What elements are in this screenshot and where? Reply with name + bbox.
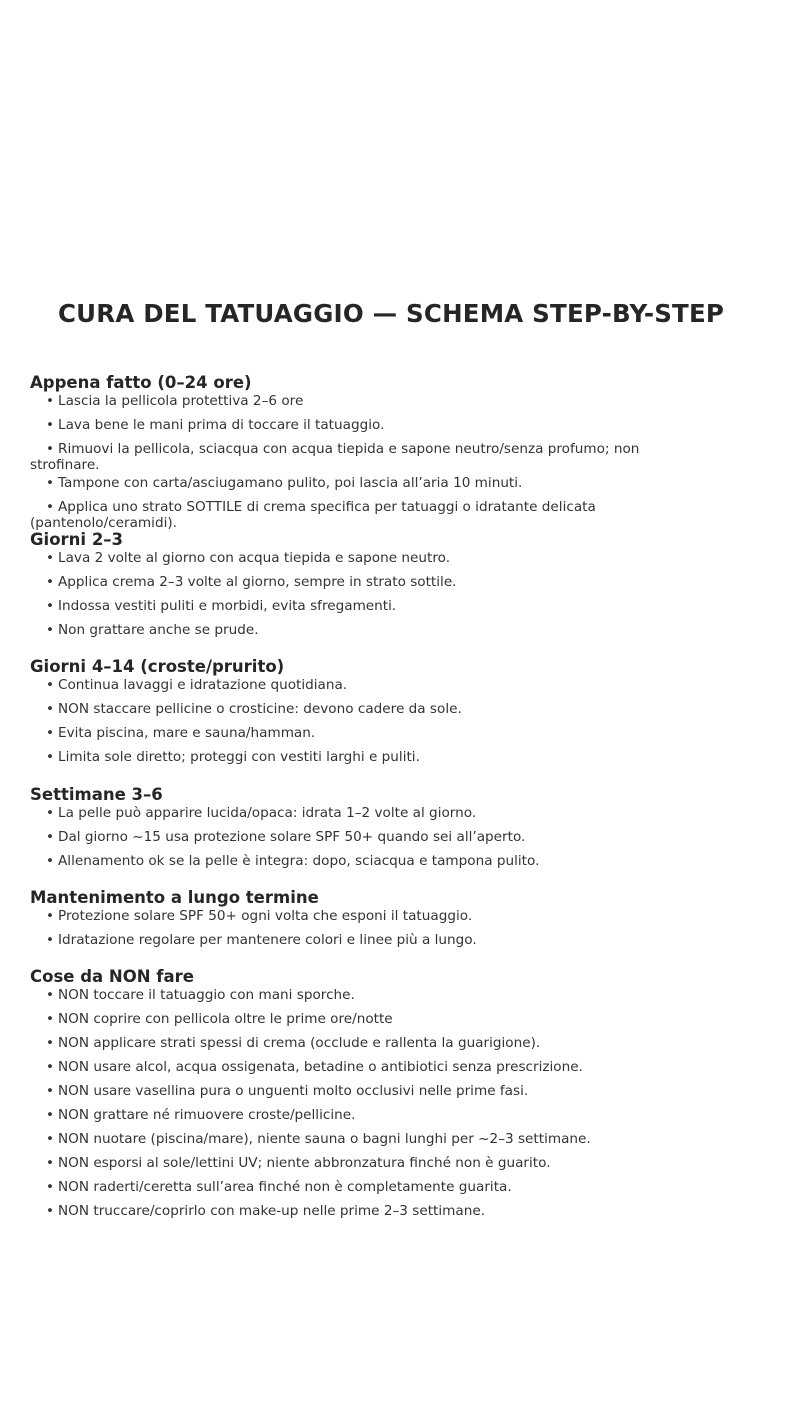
list-item-text: NON esporsi al sole/lettini UV; niente abbronzatura finché non è guarito. [58, 1155, 551, 1171]
list-item-text: Lava bene le mani prima di toccare il tatuaggio. [58, 417, 385, 433]
bullet-list [30, 550, 770, 638]
bullet-icon: • [46, 598, 55, 614]
list-item [30, 1179, 770, 1195]
list-item [30, 829, 770, 845]
bullet-icon: • [46, 749, 55, 765]
bullet-icon: • [46, 1083, 55, 1099]
list-item-text: NON toccare il tatuaggio con mani sporche. [58, 987, 355, 1003]
section-heading: Giorni 2–3 [30, 530, 124, 549]
section-settimane-3-6 [30, 785, 770, 869]
list-item-text: Limita sole diretto; proteggi con vestiti larghi e puliti. [58, 749, 420, 765]
bullet-icon: • [46, 417, 55, 433]
bullet-list [30, 987, 770, 1219]
list-item-text: Indossa vestiti puliti e morbidi, evita sfregamenti. [58, 598, 397, 614]
list-item [30, 574, 770, 590]
bullet-list [30, 393, 770, 531]
section-mantenimento [30, 888, 770, 948]
list-item [30, 393, 770, 409]
list-item [30, 622, 770, 638]
list-item-text: Non grattare anche se prude. [58, 622, 259, 638]
list-item-text: Lascia la pellicola protettiva 2–6 ore [58, 393, 304, 409]
list-item [30, 932, 770, 948]
bullet-icon: • [46, 725, 55, 741]
bullet-list [30, 805, 770, 869]
list-item [30, 1011, 770, 1027]
bullet-icon: • [46, 701, 55, 717]
list-item-text: NON raderti/ceretta sull’area finché non è completamente guarita. [58, 1179, 512, 1195]
bullet-list [30, 908, 770, 948]
list-item-text: NON staccare pellicine o crosticine: devono cadere da sole. [58, 701, 462, 717]
section-heading: Settimane 3–6 [30, 785, 163, 804]
list-item [30, 749, 770, 765]
bullet-icon: • [46, 829, 55, 845]
list-item-text: Rimuovi la pellicola, sciacqua con acqua tiepida e sapone neutro/senza profumo; non strofinare. [30, 441, 640, 473]
section-heading: Cose da NON fare [30, 967, 194, 986]
section-heading: Giorni 4–14 (croste/prurito) [30, 657, 285, 676]
list-item [30, 725, 770, 741]
bullet-icon: • [46, 932, 55, 948]
bullet-icon: • [46, 1059, 55, 1075]
list-item-text: NON applicare strati spessi di crema (occlude e rallenta la guarigione). [58, 1035, 541, 1051]
bullet-icon: • [46, 499, 55, 515]
list-item-text: Protezione solare SPF 50+ ogni volta che esponi il tatuaggio. [58, 908, 473, 924]
list-item [30, 1131, 770, 1147]
bullet-icon: • [46, 1011, 55, 1027]
bullet-icon: • [46, 393, 55, 409]
bullet-icon: • [46, 677, 55, 693]
list-item [30, 677, 770, 693]
bullet-icon: • [46, 1155, 55, 1171]
list-item-text: Applica crema 2–3 volte al giorno, sempre in strato sottile. [58, 574, 457, 590]
list-item-text: NON usare alcol, acqua ossigenata, betadine o antibiotici senza prescrizione. [58, 1059, 583, 1075]
list-item [30, 475, 770, 491]
bullet-icon: • [46, 1035, 55, 1051]
bullet-icon: • [46, 987, 55, 1003]
list-item [30, 1059, 770, 1075]
list-item-text: Evita piscina, mare e sauna/hamman. [58, 725, 316, 741]
bullet-icon: • [46, 805, 55, 821]
section-appena-fatto [30, 373, 770, 531]
list-item-text: Continua lavaggi e idratazione quotidiana. [58, 677, 348, 693]
section-giorni-2-3 [30, 530, 770, 638]
bullet-icon: • [46, 550, 55, 566]
list-item [30, 1155, 770, 1171]
page-title: CURA DEL TATUAGGIO — SCHEMA STEP-BY-STEP [58, 299, 725, 328]
list-item-text: Allenamento ok se la pelle è integra: dopo, sciacqua e tampona pulito. [58, 853, 540, 869]
list-item [30, 1203, 770, 1219]
section-giorni-4-14 [30, 657, 770, 765]
list-item-text: NON usare vasellina pura o unguenti molto occlusivi nelle prime fasi. [58, 1083, 529, 1099]
bullet-icon: • [46, 1107, 55, 1123]
list-item-text: Applica uno strato SOTTILE di crema specifica per tatuaggi o idratante delicata (pantenolo/ceramidi). [30, 499, 596, 531]
list-item-text: NON grattare né rimuovere croste/pellicine. [58, 1107, 356, 1123]
bullet-icon: • [46, 574, 55, 590]
list-item [30, 1083, 770, 1099]
section-heading: Mantenimento a lungo termine [30, 888, 319, 907]
bullet-icon: • [46, 908, 55, 924]
list-item-text: NON nuotare (piscina/mare), niente sauna o bagni lunghi per ~2–3 settimane. [58, 1131, 591, 1147]
list-item-text: La pelle può apparire lucida/opaca: idrata 1–2 volte al giorno. [58, 805, 477, 821]
list-item [30, 805, 770, 821]
bullet-icon: • [46, 1179, 55, 1195]
bullet-icon: • [46, 1131, 55, 1147]
list-item [30, 417, 770, 433]
list-item [30, 499, 710, 531]
list-item [30, 1107, 770, 1123]
list-item-text: Tampone con carta/asciugamano pulito, poi lascia all’aria 10 minuti. [58, 475, 523, 491]
list-item [30, 550, 770, 566]
bullet-list [30, 677, 770, 765]
list-item [30, 1035, 770, 1051]
list-item-text: NON coprire con pellicola oltre le prime ore/notte [58, 1011, 393, 1027]
section-cose-da-non-fare [30, 967, 770, 1219]
bullet-icon: • [46, 475, 55, 491]
bullet-icon: • [46, 853, 55, 869]
section-heading: Appena fatto (0–24 ore) [30, 373, 252, 392]
list-item [30, 908, 770, 924]
list-item [30, 701, 770, 717]
bullet-icon: • [46, 622, 55, 638]
list-item [30, 987, 770, 1003]
list-item-text: Idratazione regolare per mantenere colori e linee più a lungo. [58, 932, 477, 948]
bullet-icon: • [46, 441, 55, 457]
list-item [30, 441, 710, 473]
list-item-text: Dal giorno ~15 usa protezione solare SPF 50+ quando sei all’aperto. [58, 829, 526, 845]
bullet-icon: • [46, 1203, 55, 1219]
list-item [30, 853, 770, 869]
list-item-text: NON truccare/coprirlo con make-up nelle prime 2–3 settimane. [58, 1203, 486, 1219]
list-item-text: Lava 2 volte al giorno con acqua tiepida e sapone neutro. [58, 550, 451, 566]
list-item [30, 598, 770, 614]
